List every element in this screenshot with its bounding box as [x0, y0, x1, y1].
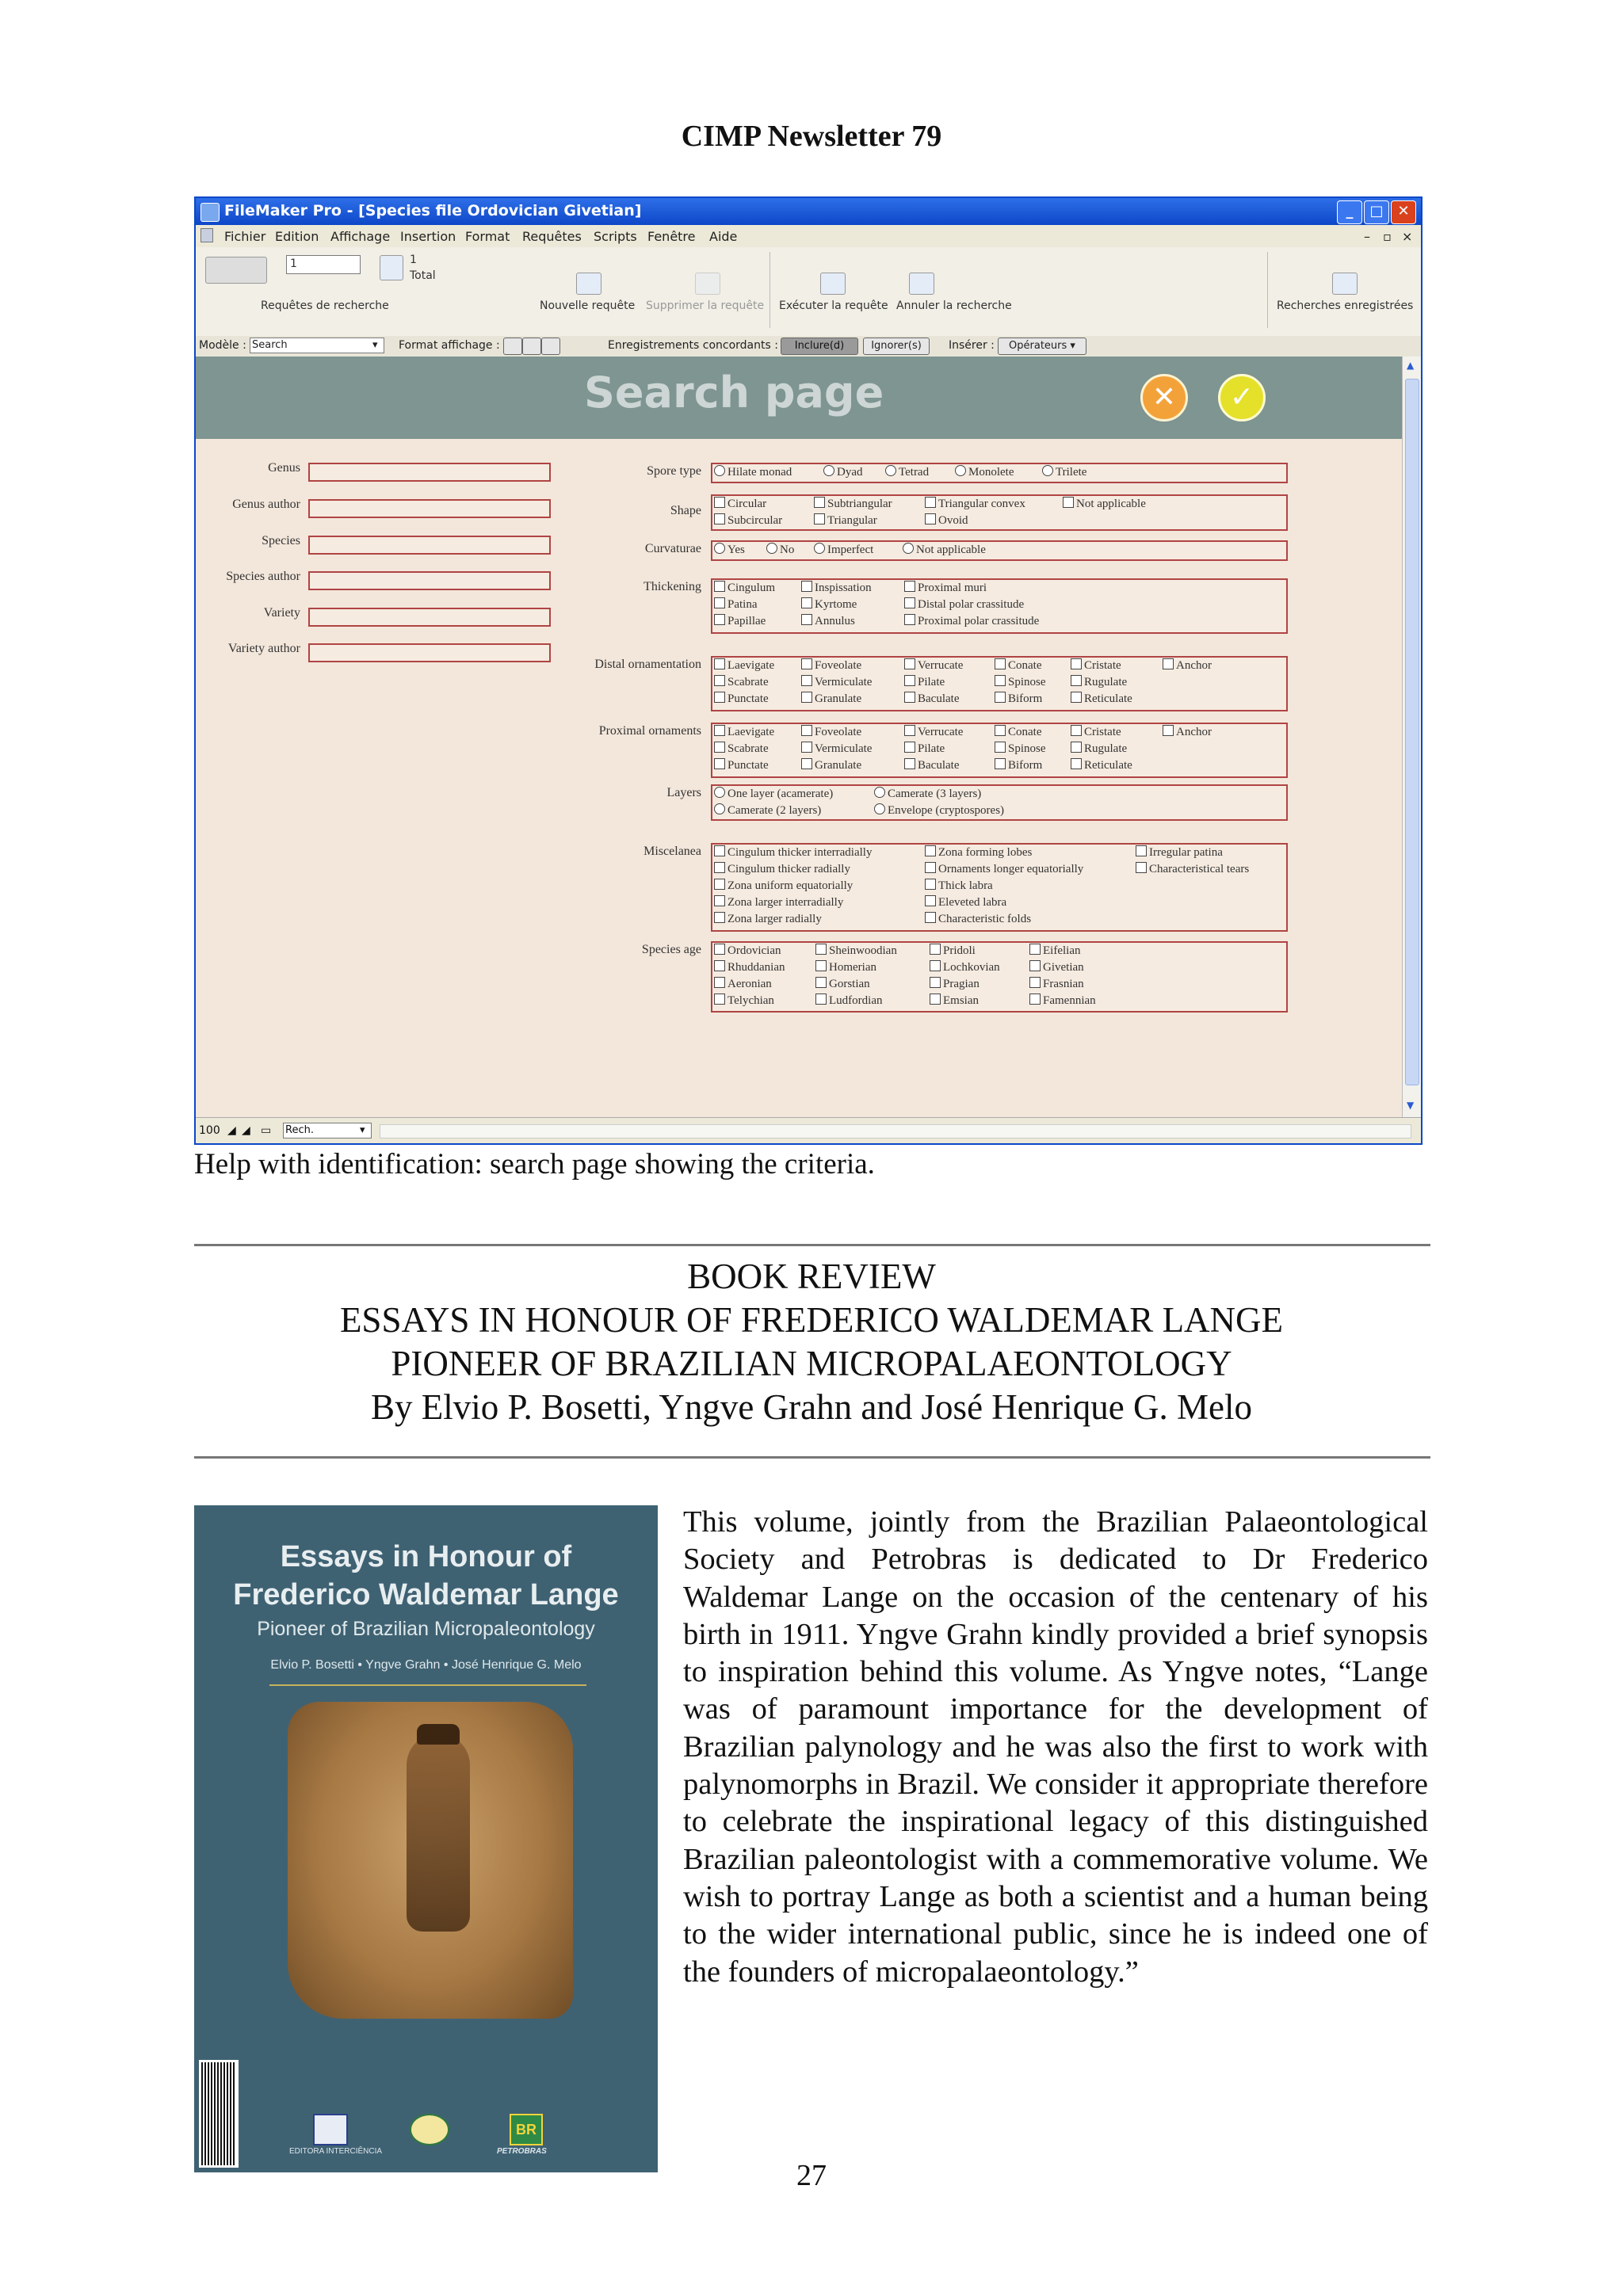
- horizontal-scrollbar[interactable]: [380, 1124, 1411, 1138]
- menu-bar: [196, 225, 1421, 247]
- table-view-icon[interactable]: [541, 338, 560, 355]
- proximal-option[interactable]: Laevigate: [714, 725, 774, 739]
- cover-divider: [269, 1684, 586, 1686]
- proximal-option[interactable]: Scabrate: [714, 742, 769, 756]
- spore-type-option[interactable]: Dyad: [823, 465, 863, 479]
- species-age-option[interactable]: Givetian: [1029, 960, 1084, 974]
- thickening-option[interactable]: Distal polar crassitude: [904, 597, 1024, 612]
- miscelanea-option[interactable]: Eleveted labra: [925, 895, 1006, 910]
- saved-searches-icon[interactable]: [1332, 273, 1358, 295]
- species-age-label: Species age: [641, 943, 701, 956]
- newsletter-header: CIMP Newsletter 79: [681, 120, 942, 153]
- matching-records-label: Enregistrements concordants :: [608, 339, 778, 352]
- delete-request-button: Supprimer la requête: [646, 299, 765, 312]
- format-label: Format affichage :: [399, 339, 500, 352]
- shape-label: Shape: [670, 504, 701, 517]
- shape-option[interactable]: Not applicable: [1063, 497, 1146, 511]
- thickening-option[interactable]: Papillae: [714, 614, 766, 628]
- zoom-level[interactable]: 100: [199, 1124, 220, 1137]
- thickening-option[interactable]: Proximal polar crassitude: [904, 614, 1039, 628]
- thickening-label: Thickening: [643, 580, 701, 593]
- shape-option[interactable]: Triangular: [814, 513, 877, 528]
- spore-type-label: Spore type: [647, 464, 701, 478]
- genus-author-field[interactable]: [308, 499, 551, 518]
- shape-option[interactable]: Subtriangular: [814, 497, 892, 511]
- layout-select-value: Search: [252, 339, 288, 351]
- miscelanea-option[interactable]: Zona forming lobes: [925, 845, 1032, 860]
- window-title: FileMaker Pro - [Species file Ordovician Givetian]: [224, 202, 642, 219]
- miscelanea-option[interactable]: Cingulum thicker radially: [714, 862, 850, 876]
- species-age-option[interactable]: Sheinwoodian: [815, 944, 897, 958]
- scroll-up-icon[interactable]: ▲: [1407, 360, 1415, 371]
- distal-option[interactable]: Baculate: [904, 692, 959, 706]
- cover-title-line2: Frederico Waldemar Lange: [233, 1578, 619, 1611]
- new-request-button[interactable]: Nouvelle requête: [540, 299, 636, 312]
- bottom-status-bar: [196, 1117, 1421, 1145]
- species-author-field[interactable]: [308, 571, 551, 590]
- distal-option[interactable]: Rugulate: [1071, 675, 1127, 689]
- thickening-option[interactable]: Cingulum: [714, 581, 775, 595]
- curvaturae-label: Curvaturae: [644, 542, 701, 555]
- proximal-option[interactable]: Anchor: [1163, 725, 1212, 739]
- minimize-button[interactable]: _: [1337, 200, 1362, 224]
- proximal-option[interactable]: Baculate: [904, 758, 959, 772]
- species-label: Species: [262, 534, 300, 547]
- distal-option[interactable]: Anchor: [1163, 658, 1212, 673]
- search-page-title: Search page: [584, 368, 884, 418]
- mode-select-value: Rech.: [285, 1124, 314, 1136]
- miscelanea-option[interactable]: Zona larger radially: [714, 912, 822, 926]
- thickening-option[interactable]: Inspissation: [801, 581, 872, 595]
- chevron-down-icon: ▾: [360, 1124, 365, 1136]
- total-count: 1: [410, 254, 417, 266]
- book-authors: By Elvio P. Bosetti, Yngve Grahn and José Henrique G. Melo: [371, 1387, 1252, 1427]
- filemaker-window: [194, 196, 1423, 1145]
- requests-label: Requêtes de recherche: [261, 299, 389, 312]
- perform-search-check-icon[interactable]: ✓: [1218, 374, 1266, 421]
- mode-select[interactable]: [283, 1123, 372, 1138]
- species-age-group: [711, 941, 1288, 1013]
- record-navigator-book-icon[interactable]: [205, 257, 267, 284]
- miscelanea-option[interactable]: Thick labra: [925, 879, 993, 893]
- seated-man-figure: [407, 1733, 470, 1932]
- chevron-down-icon: ▾: [372, 339, 378, 351]
- proximal-option[interactable]: Punctate: [714, 758, 769, 772]
- proximal-ornaments-label: Proximal ornaments: [598, 724, 701, 738]
- species-age-option[interactable]: Pragian: [930, 977, 980, 991]
- genus-author-label: Genus author: [232, 498, 300, 511]
- distal-ornamentation-label: Distal ornamentation: [594, 658, 701, 671]
- layers-option[interactable]: Camerate (2 layers): [714, 803, 821, 818]
- cancel-search-icon[interactable]: [909, 273, 934, 295]
- mdi-minimize-button[interactable]: –: [1364, 229, 1370, 244]
- cancel-search-button[interactable]: Annuler la recherche: [896, 299, 1012, 312]
- menu-requetes[interactable]: Requêtes: [522, 229, 582, 244]
- spore-type-option[interactable]: Monolete: [955, 465, 1014, 479]
- thickening-option[interactable]: Patina: [714, 597, 758, 612]
- title-bar: [196, 198, 1421, 225]
- miscelanea-option[interactable]: Ornaments longer equatorially: [925, 862, 1083, 876]
- variety-author-label: Variety author: [227, 642, 300, 655]
- scroll-down-icon[interactable]: ▼: [1407, 1100, 1415, 1111]
- record-number-value: 1: [290, 257, 297, 270]
- layout-bar: [196, 336, 1421, 357]
- genus-label: Genus: [268, 461, 300, 475]
- distal-option[interactable]: Cristate: [1071, 658, 1121, 673]
- total-label: Total: [410, 269, 436, 282]
- layers-label: Layers: [666, 786, 701, 799]
- proximal-option[interactable]: Conate: [995, 725, 1042, 739]
- curvaturae-option[interactable]: Not applicable: [903, 543, 986, 557]
- saved-searches-button[interactable]: Recherches enregistrées: [1277, 299, 1414, 312]
- spore-type-option[interactable]: Hilate monad: [714, 465, 792, 479]
- search-layout: [196, 357, 1402, 1117]
- cancel-search-circle-icon[interactable]: ✕: [1140, 374, 1188, 421]
- distal-option[interactable]: Biform: [995, 692, 1042, 706]
- proximal-option[interactable]: Foveolate: [801, 725, 861, 739]
- zoom-out-icon[interactable]: ◢: [227, 1124, 236, 1137]
- genus-field[interactable]: [308, 463, 551, 482]
- distal-option[interactable]: Laevigate: [714, 658, 774, 673]
- list-view-icon[interactable]: [522, 338, 541, 355]
- distal-option[interactable]: Reticulate: [1071, 692, 1132, 706]
- petrobras-label: PETROBRAS: [497, 2147, 547, 2156]
- mdi-restore-button[interactable]: ▫: [1383, 229, 1392, 244]
- distal-option[interactable]: Scabrate: [714, 675, 769, 689]
- barcode-icon: [199, 2060, 239, 2168]
- menu-fichier[interactable]: Fichier: [224, 229, 266, 244]
- miscelanea-option[interactable]: Characteristic folds: [925, 912, 1031, 926]
- cover-authors: Elvio P. Bosetti • Yngve Grahn • José Henrique G. Melo: [270, 1658, 582, 1672]
- curvaturae-option[interactable]: Yes: [714, 543, 745, 557]
- miscelanea-option[interactable]: Zona uniform equatorially: [714, 879, 853, 893]
- miscelanea-option[interactable]: Cingulum thicker interradially: [714, 845, 872, 860]
- toggle-status-icon[interactable]: ▭: [261, 1124, 272, 1137]
- species-age-option[interactable]: Frasnian: [1029, 977, 1084, 991]
- society-seal-icon: [410, 2114, 449, 2145]
- record-list-icon[interactable]: [380, 255, 403, 280]
- proximal-option[interactable]: Reticulate: [1071, 758, 1132, 772]
- species-field[interactable]: [308, 536, 551, 555]
- species-age-option[interactable]: Emsian: [930, 994, 979, 1008]
- shape-option[interactable]: Ovoid: [925, 513, 968, 528]
- miscelanea-option[interactable]: Irregular patina: [1136, 845, 1223, 860]
- menu-scripts[interactable]: Scripts: [594, 229, 637, 244]
- species-author-label: Species author: [226, 570, 300, 583]
- record-number-input[interactable]: [286, 255, 361, 274]
- status-toolbar: [196, 247, 1421, 337]
- divider-bottom: [194, 1456, 1430, 1459]
- scroll-thumb[interactable]: [1405, 379, 1419, 1085]
- thickening-option[interactable]: Annulus: [801, 614, 855, 628]
- proximal-option[interactable]: Granulate: [801, 758, 861, 772]
- review-body-text: This volume, jointly from the Brazilian Palaeontological Society and Petrobras is dedicated to Dr Frederico Waldemar Lange on the occasion of the centenary of his birth in 1911. Yngve Grahn kindly provided a brief synopsis to inspiration behind this volume. As Yngve notes, “Lange was of paramount importance for the development of Brazilian palynology and he was also the first to work with palynomorphs in Brazil. We consider it appropriate therefore to celebrate the inspirational legacy of this distinguished Brazilian paleontologist with a commemorative volume. We wish to portray Lange as both a scientist and a human being to the wider international public, since he is indeed one of the founders of micropalaeontology.”: [683, 1505, 1428, 1989]
- figure-caption: Help with identification: search page showing the criteria.: [194, 1148, 875, 1180]
- search-banner: [196, 357, 1402, 439]
- species-age-option[interactable]: Gorstian: [815, 977, 870, 991]
- species-age-option[interactable]: Ludfordian: [815, 994, 882, 1008]
- proximal-option[interactable]: Pilate: [904, 742, 945, 756]
- book-title: ESSAYS IN HONOUR OF FREDERICO WALDEMAR LANGE: [339, 1300, 1284, 1340]
- insert-label: Insérer :: [949, 339, 995, 352]
- form-view-icon[interactable]: [503, 338, 522, 355]
- miscelanea-option[interactable]: Characteristical tears: [1136, 862, 1249, 876]
- menu-format[interactable]: Format: [465, 229, 510, 244]
- shape-option[interactable]: Triangular convex: [925, 497, 1025, 511]
- shape-option[interactable]: Circular: [714, 497, 766, 511]
- divider-top: [194, 1244, 1430, 1246]
- species-age-option[interactable]: Rhuddanian: [714, 960, 785, 974]
- species-age-option[interactable]: Lochkovian: [930, 960, 1000, 974]
- miscelanea-label: Miscelanea: [643, 845, 701, 858]
- menu-edition[interactable]: Edition: [275, 229, 319, 244]
- distal-option[interactable]: Pilate: [904, 675, 945, 689]
- menu-insertion[interactable]: Insertion: [400, 229, 456, 244]
- curvaturae-option[interactable]: No: [766, 543, 794, 557]
- shape-option[interactable]: Subcircular: [714, 513, 782, 528]
- delete-request-icon: [695, 273, 720, 295]
- vertical-scrollbar[interactable]: [1402, 357, 1422, 1117]
- layers-option[interactable]: One layer (acamerate): [714, 787, 833, 801]
- maximize-button[interactable]: □: [1364, 200, 1389, 224]
- curvaturae-group: [711, 540, 1288, 561]
- filemaker-app-icon: [200, 203, 220, 222]
- petrobras-logo-icon: BR: [510, 2114, 543, 2145]
- book-subtitle: PIONEER OF BRAZILIAN MICROPALAEONTOLOGY: [391, 1344, 1232, 1383]
- document-icon: [200, 228, 213, 242]
- distal-option[interactable]: Verrucate: [904, 658, 963, 673]
- thickening-option[interactable]: Proximal muri: [904, 581, 987, 595]
- proximal-option[interactable]: Biform: [995, 758, 1042, 772]
- model-label: Modèle :: [199, 339, 246, 352]
- species-age-option[interactable]: Eifelian: [1029, 944, 1080, 958]
- distal-option[interactable]: Vermiculate: [801, 675, 872, 689]
- layers-option[interactable]: Camerate (3 layers): [874, 787, 981, 801]
- include-button[interactable]: Inclure(d): [781, 338, 858, 355]
- thickening-option[interactable]: Kyrtome: [801, 597, 857, 612]
- interciencia-logo-icon: [313, 2114, 348, 2145]
- proximal-option[interactable]: Vermiculate: [801, 742, 872, 756]
- operators-menu[interactable]: Opérateurs ▾: [998, 338, 1086, 355]
- new-request-icon[interactable]: [576, 273, 601, 295]
- close-button[interactable]: ✕: [1391, 200, 1416, 224]
- mdi-close-button[interactable]: ×: [1402, 229, 1413, 244]
- menu-affichage[interactable]: Affichage: [330, 229, 391, 244]
- publisher-label: EDITORA INTERCIÊNCIA: [289, 2147, 383, 2156]
- cover-title-line1: Essays in Honour of: [280, 1540, 572, 1573]
- species-age-option[interactable]: Aeronian: [714, 977, 772, 991]
- species-age-option[interactable]: Telychian: [714, 994, 774, 1008]
- cover-subtitle: Pioneer of Brazilian Micropaleontology: [257, 1618, 595, 1640]
- hat-shape: [417, 1724, 460, 1745]
- variety-field[interactable]: [308, 608, 551, 627]
- book-cover-image: [194, 1505, 658, 2172]
- spore-type-option[interactable]: Tetrad: [885, 465, 929, 479]
- page-number: 27: [796, 2159, 827, 2192]
- ignore-button[interactable]: Ignorer(s): [863, 338, 930, 355]
- perform-request-button[interactable]: Exécuter la requête: [779, 299, 888, 312]
- distal-option[interactable]: Spinose: [995, 675, 1046, 689]
- proximal-option[interactable]: Spinose: [995, 742, 1046, 756]
- operators-label: Opérateurs: [1009, 340, 1067, 352]
- proximal-option[interactable]: Verrucate: [904, 725, 963, 739]
- proximal-option[interactable]: Cristate: [1071, 725, 1121, 739]
- variety-label: Variety: [263, 606, 300, 620]
- zoom-in-icon[interactable]: ◢: [242, 1124, 250, 1137]
- layout-select[interactable]: [250, 338, 384, 353]
- distal-option[interactable]: Conate: [995, 658, 1042, 673]
- distal-option[interactable]: Punctate: [714, 692, 769, 706]
- menu-aide[interactable]: Aide: [709, 229, 738, 244]
- proximal-option[interactable]: Rugulate: [1071, 742, 1127, 756]
- variety-author-field[interactable]: [308, 643, 551, 662]
- layers-option[interactable]: Envelope (cryptospores): [874, 803, 1004, 818]
- curvaturae-option[interactable]: Imperfect: [814, 543, 873, 557]
- menu-fenetre[interactable]: Fenêtre: [647, 229, 696, 244]
- spore-type-option[interactable]: Trilete: [1042, 465, 1086, 479]
- portrait-photo: [288, 1702, 573, 2019]
- species-age-option[interactable]: Homerian: [815, 960, 876, 974]
- miscelanea-option[interactable]: Zona larger interradially: [714, 895, 843, 910]
- distal-option[interactable]: Foveolate: [801, 658, 861, 673]
- distal-option[interactable]: Granulate: [801, 692, 861, 706]
- species-age-option[interactable]: Pridoli: [930, 944, 976, 958]
- species-age-option[interactable]: Ordovician: [714, 944, 781, 958]
- perform-request-icon[interactable]: [820, 273, 846, 295]
- species-age-option[interactable]: Famennian: [1029, 994, 1096, 1008]
- review-heading: BOOK REVIEW: [687, 1257, 936, 1296]
